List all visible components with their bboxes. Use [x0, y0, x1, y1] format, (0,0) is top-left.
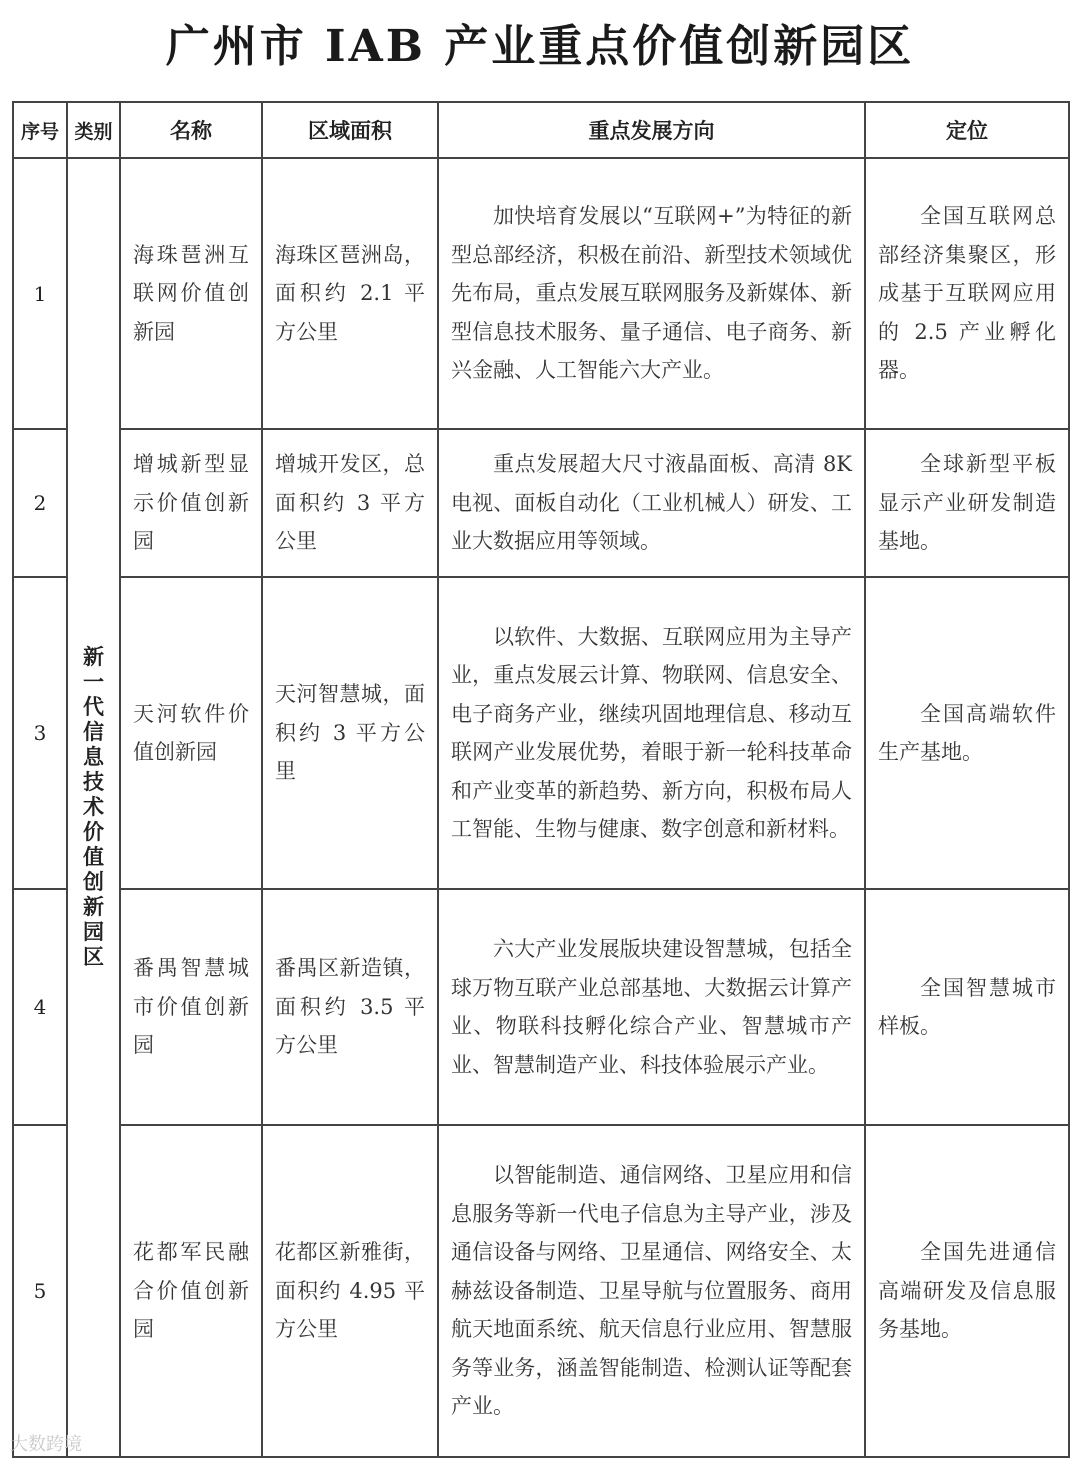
row-position: 全球新型平板显示产业研发制造基地。	[878, 452, 1056, 554]
row-index: 5	[13, 1125, 67, 1457]
row-direction: 加快培育发展以“互联网+”为特征的新型总部经济，积极在前沿、新型技术领域优先布局，重点发展互联网服务及新媒体、新型信息技术服务、量子通信、电子商务、新兴金融、人工智能六大产业。	[451, 204, 852, 383]
row-name: 天河软件价值创新园	[120, 577, 262, 889]
row-position-cell	[865, 158, 1069, 429]
header-direction: 重点发展方向	[438, 102, 865, 158]
watermark: 大数跨境	[10, 1434, 82, 1455]
row-index: 1	[13, 158, 67, 429]
table-row	[13, 1125, 1069, 1457]
row-area: 番禺区新造镇，面积约 3.5 平方公里	[262, 889, 438, 1125]
row-area: 增城开发区，总面积约 3 平方公里	[262, 429, 438, 577]
row-direction: 以软件、大数据、互联网应用为主导产业，重点发展云计算、物联网、信息安全、电子商务产业，继续巩固地理信息、移动互联网产业发展优势，着眼于新一轮科技革命和产业变革的新趋势、新方向，积极布局人工智能、生物与健康、数字创意和新材料。	[451, 624, 852, 841]
row-direction-cell	[438, 429, 865, 577]
row-position: 全国互联网总部经济集聚区，形成基于互联网应用的 2.5 产业孵化器。	[878, 204, 1056, 383]
row-name: 花都军民融合价值创新园	[120, 1125, 262, 1457]
row-name: 番禺智慧城市价值创新园	[120, 889, 262, 1125]
parks-table	[12, 101, 1070, 1458]
header-position: 定位	[865, 102, 1069, 158]
row-direction-cell	[438, 158, 865, 429]
table-header-row	[13, 102, 1069, 158]
header-name: 名称	[120, 102, 262, 158]
row-index: 4	[13, 889, 67, 1125]
row-position: 全国先进通信高端研发及信息服务基地。	[878, 1240, 1056, 1342]
row-index: 2	[13, 429, 67, 577]
row-direction-cell	[438, 577, 865, 889]
row-position-cell	[865, 429, 1069, 577]
row-position: 全国智慧城市样板。	[878, 975, 1056, 1038]
table-row	[13, 889, 1069, 1125]
row-index: 3	[13, 577, 67, 889]
row-position-cell	[865, 1125, 1069, 1457]
row-area: 海珠区琶洲岛，面积约 2.1 平方公里	[262, 158, 438, 429]
row-direction: 重点发展超大尺寸液晶面板、高清 8K 电视、面板自动化（工业机械人）研发、工业大数据应用等领域。	[451, 452, 852, 554]
header-category: 类别	[67, 102, 120, 158]
page-title: 广州市 IAB 产业重点价值创新园区	[165, 21, 915, 72]
header-index: 序号	[13, 102, 67, 158]
row-name: 增城新型显示价值创新园	[120, 429, 262, 577]
row-direction: 六大产业发展版块建设智慧城，包括全球万物互联产业总部基地、大数据云计算产业、物联科技孵化综合产业、智慧城市产业、智慧制造产业、科技体验展示产业。	[451, 937, 852, 1077]
row-area: 花都区新雅街，面积约 4.95 平方公里	[262, 1125, 438, 1457]
row-position: 全国高端软件生产基地。	[878, 701, 1056, 764]
category-cell	[67, 158, 120, 1457]
row-direction-cell	[438, 889, 865, 1125]
row-area: 天河智慧城，面积约 3 平方公里	[262, 577, 438, 889]
row-position-cell	[865, 577, 1069, 889]
category-label: 新一代信息技术价值创新园区	[83, 645, 104, 969]
table-row	[13, 158, 1069, 429]
header-area: 区域面积	[262, 102, 438, 158]
table-row	[13, 429, 1069, 577]
table-row	[13, 577, 1069, 889]
row-direction: 以智能制造、通信网络、卫星应用和信息服务等新一代电子信息为主导产业，涉及通信设备与网络、卫星通信、网络安全、太赫兹设备制造、卫星导航与位置服务、商用航天地面系统、航天信息行业应用、智慧服务等业务，涵盖智能制造、检测认证等配套产业。	[451, 1163, 852, 1419]
row-position-cell	[865, 889, 1069, 1125]
row-name: 海珠琶洲互联网价值创新园	[120, 158, 262, 429]
row-direction-cell	[438, 1125, 865, 1457]
